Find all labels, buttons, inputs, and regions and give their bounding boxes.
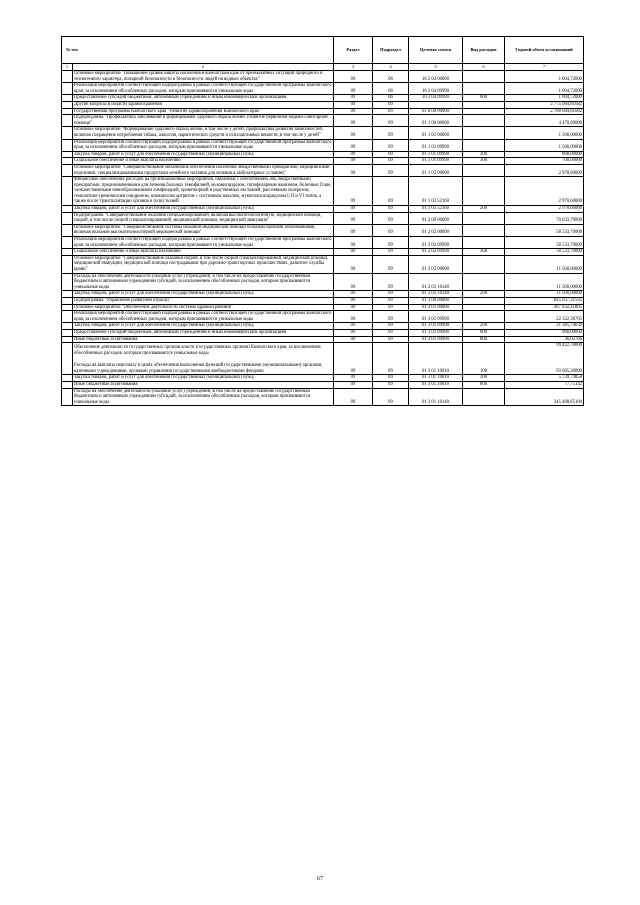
row-expense-type (463, 108, 505, 115)
column-number: 3 (334, 64, 373, 71)
row-amount: 36,62766 (505, 336, 584, 343)
row-amount-value: 99 422,70000 (556, 343, 583, 349)
row-name (73, 164, 334, 176)
row-number (62, 381, 73, 388)
row-expense-type: 300 (463, 249, 505, 256)
row-amount: 58 533,70000 (505, 249, 584, 256)
row-article: 01 3 01 10010 (409, 375, 463, 382)
table-row (62, 127, 584, 139)
row-article: 01 3 01 09990 (409, 323, 463, 330)
row-article: 01 2 00 00000 (409, 212, 463, 224)
table-row (62, 101, 584, 108)
row-expense-type (463, 311, 505, 323)
row-expense-type: 600 (463, 329, 505, 336)
row-name (73, 101, 334, 108)
row-number (62, 297, 73, 304)
row-section: 09 (334, 224, 373, 236)
row-number (62, 95, 73, 102)
row-subsection: 09 (373, 329, 409, 336)
row-name (73, 343, 334, 375)
row-name (73, 151, 334, 158)
row-name (73, 255, 334, 273)
column-numbers-row (62, 64, 584, 71)
header-num: № п/п (62, 37, 334, 64)
row-expense-type (463, 71, 505, 83)
row-section: 09 (334, 127, 373, 139)
row-number (62, 164, 73, 176)
row-subsection: 09 (373, 237, 409, 249)
row-subsection: 06 (373, 95, 409, 102)
table-row (62, 158, 584, 165)
table-row (62, 323, 584, 330)
header-subsection: Подраздел (373, 37, 409, 64)
row-name (73, 323, 334, 330)
table-row (62, 255, 584, 273)
row-article: 01 3 01 10010 (409, 343, 463, 375)
row-name-text: Подпрограмма "Управление развитием отрасли" (74, 297, 171, 303)
row-section: 09 (334, 311, 373, 323)
row-article: 16 2 04 00000 (409, 71, 463, 83)
row-expense-type-value (464, 343, 503, 349)
row-section: 09 (334, 237, 373, 249)
row-subsection: 09 (373, 224, 409, 236)
row-expense-type: 200 (463, 375, 505, 382)
row-amount: 2 780 084,81682 (505, 108, 584, 115)
row-subsection: 09 (373, 164, 409, 176)
row-name-text: Основное мероприятие "Повышение уровня защиты населения в Камчатском крае от чрезвычайных ситуаций природного и техногенного характера, пожарной безопасности и безопасности людей на водных объектах" (74, 71, 323, 82)
row-expense-type: 200 (463, 323, 505, 330)
table-row (62, 343, 584, 375)
row-article: 01 3 01 09990 (409, 329, 463, 336)
row-amount: 58 533,70000 (505, 224, 584, 236)
row-name-text: Иные бюджетные ассигнования (74, 336, 138, 342)
row-section: 09 (334, 297, 373, 304)
row-name-text: Обеспечение деятельности государственных органов власти (государственных органов) Камчатского края, за исключением обособленных расходов, которым присваиваются уникальные коды (74, 344, 321, 356)
row-amount: 2 970,60000 (505, 164, 584, 176)
row-section: 09 (334, 343, 373, 375)
row-number (62, 71, 73, 83)
table-row (62, 304, 584, 311)
row-subsection: 09 (373, 343, 409, 375)
row-expense-type (463, 297, 505, 304)
row-section: 09 (334, 273, 373, 291)
row-subsection: 09 (373, 255, 409, 273)
row-name-text: Реализация мероприятий соответствующей подпрограммы в рамках соответствующей государственной программы Камчатского края, за исключением обособленных расходов, которым присваиваются уникальные коды (74, 311, 332, 322)
row-name-text: Социальное обеспечение и иные выплаты населению (74, 158, 181, 164)
row-section: 09 (334, 249, 373, 256)
row-subsection: 09 (373, 375, 409, 382)
row-number (62, 323, 73, 330)
row-expense-type (463, 127, 505, 139)
row-expense-type (463, 237, 505, 249)
row-number (62, 249, 73, 256)
row-article: 01 2 03 10140 (409, 291, 463, 298)
row-section: 09 (334, 71, 373, 83)
row-amount: 1 004,72000 (505, 83, 584, 95)
row-amount: 1 004,72000 (505, 71, 584, 83)
table-row (62, 336, 584, 343)
row-section: 09 (334, 95, 373, 102)
row-section: 09 (334, 151, 373, 158)
table-row (62, 381, 584, 388)
table-row (62, 237, 584, 249)
row-name-text: Предоставление субсидий бюджетным, автономным учреждениям и иным некоммерческим организациям (74, 95, 287, 101)
row-subsection: 09 (373, 336, 409, 343)
row-amount: 1 500,00000 (505, 127, 584, 139)
row-name (73, 249, 334, 256)
row-article: 01 1 00 00000 (409, 115, 463, 127)
row-number (62, 343, 73, 375)
table-row (62, 291, 584, 298)
row-section: 09 (334, 83, 373, 95)
row-number (62, 151, 73, 158)
row-section: 09 (334, 212, 373, 224)
row-name-text: Расходы на обеспечение деятельности (оказание услуг) учреждений, в том числе на предоставление государственным бюджетным и автономным учреждениям субсидий, за исключением обособленных расходов, которым присваиваются уникальные коды (74, 273, 311, 290)
row-number (62, 336, 73, 343)
row-subsection: 06 (373, 83, 409, 95)
row-name-text: Реализация мероприятий соответствующей подпрограммы в рамках соответствующей государственной программы Камчатского края, за исключением обособленных расходов, которым присваиваются уникальные коды (74, 83, 332, 94)
row-subsection: 09 (373, 304, 409, 311)
row-name-text: Основное мероприятие "Совершенствование механизмов обеспечения населения лекарственными препаратами, медицинскими изделиями, специализированными продуктами лечебного питания для лечения в амбулаторных условиях" (74, 164, 330, 176)
row-name (73, 336, 334, 343)
row-amount (505, 343, 584, 375)
row-name (73, 115, 334, 127)
row-name-text: Финансовое обеспечение расходов на организационные мероприятия, связанные с обеспечением лиц лекарственными препаратами, предназначенными для лечения больных гемофилией, муковисцидозом, гипофизарным нанизмом, болезнью Гоше, злокачественными новообразованиями лимфоидной, кроветворной и родственных им тканей, рассеянным склерозом, гемолитико-уремическим синдромом, юношеским артритом с системным началом, мукополисахаридозом I, II и VI типов, а также после трансплантации органов и (или) тканей (74, 177, 332, 205)
row-article: 01 3 01 10010 (409, 381, 463, 388)
budget-allocation-table (61, 36, 584, 406)
row-amount: 5 739,74858 (505, 375, 584, 382)
row-amount: 800,00000 (505, 151, 584, 158)
row-article: 16 2 04 09990 (409, 83, 463, 95)
row-expense-type (463, 273, 505, 291)
row-section: 09 (334, 139, 373, 151)
row-amount: 467 832,41805 (505, 304, 584, 311)
row-name (73, 177, 334, 206)
row-expense-type: 800 (463, 336, 505, 343)
header-article: Целевая статья (409, 37, 463, 64)
row-name-text: Расходы на выплаты персоналу в целях обеспечения выполнения функций государственными (муниципальными) органами, казенными учреждениями, органами управления государственными внебюджетными фондами (74, 363, 323, 374)
page-number: 67 (317, 876, 323, 882)
table-row (62, 115, 584, 127)
row-name (73, 329, 334, 336)
row-expense-type (463, 224, 505, 236)
row-number (62, 273, 73, 291)
row-expense-type (463, 388, 505, 406)
table-row (62, 311, 584, 323)
column-number: 1 (62, 64, 73, 71)
row-name (73, 381, 334, 388)
row-subsection: 09 (373, 388, 409, 406)
row-expense-type (463, 304, 505, 311)
row-number (62, 255, 73, 273)
table-row (62, 139, 584, 151)
row-number (62, 83, 73, 95)
row-name-text: Основное мероприятие "Совершенствование оказания скорой, в том числе скорой специализированной, медицинской помощи, медицинской эвакуации, медицинской помощи пострадавшим при дорожно-транспортных происшествиях, развитие службы крови" (74, 255, 329, 272)
row-article: 01 1 01 09990 (409, 151, 463, 158)
row-article: 01 3 01 10140 (409, 388, 463, 406)
row-article: 01 2 02 00000 (409, 224, 463, 236)
row-name-text: Расходы на обеспечение деятельности (оказание услуг) учреждений, в том числе на предоставление государственным бюджетным и автономным учреждениям субсидий, за исключением обособленных расходов, которым присваиваются уникальные коды (74, 388, 311, 405)
row-name (73, 95, 334, 102)
row-number (62, 291, 73, 298)
row-article: 01 2 03 00000 (409, 255, 463, 273)
row-section: 09 (334, 304, 373, 311)
row-name-text: Иные бюджетные ассигнования (74, 381, 138, 387)
row-expense-type (463, 139, 505, 151)
row-amount: 345 488,85100 (505, 388, 584, 406)
row-number (62, 139, 73, 151)
row-article: 16 2 04 09990 (409, 95, 463, 102)
row-section: 09 (334, 291, 373, 298)
row-subsection: 06 (373, 71, 409, 83)
row-article: 01 1 03 00000 (409, 164, 463, 176)
row-number (62, 375, 73, 382)
row-name (73, 311, 334, 323)
row-expense-type-value: 100 (480, 368, 488, 374)
row-section: 09 (334, 206, 373, 213)
table-row (62, 273, 584, 291)
row-name-text: Социальное обеспечение и иные выплаты населению (74, 249, 181, 255)
row-subsection: 09 (373, 158, 409, 165)
table-row (62, 164, 584, 176)
row-number (62, 206, 73, 213)
row-amount-value: 93 605,20000 (556, 368, 583, 374)
row-expense-type: 300 (463, 158, 505, 165)
header-volume: Годовой объем ассигнований (505, 37, 584, 64)
row-name (73, 212, 334, 224)
header-expense-type: Вид расходов (463, 37, 505, 64)
row-article: 01 0 00 00000 (409, 108, 463, 115)
table-row (62, 71, 584, 83)
column-number: 7 (505, 64, 584, 71)
row-amount: 11 500,00000 (505, 291, 584, 298)
table-header (62, 37, 584, 71)
row-name (73, 127, 334, 139)
row-name-text: Предоставление субсидий бюджетным, автономным учреждениям и иным некоммерческим организациям (74, 329, 287, 335)
row-subsection: 09 (373, 297, 409, 304)
row-expense-type (463, 115, 505, 127)
row-number (62, 127, 73, 139)
table-body (62, 71, 584, 406)
row-subsection: 09 (373, 323, 409, 330)
row-expense-type (463, 83, 505, 95)
table-row (62, 375, 584, 382)
row-name (73, 291, 334, 298)
row-section: 09 (334, 375, 373, 382)
row-name-text: Основное мероприятие "Формирование здорового образа жизни, в том числе у детей, профилактика развития зависимостей, включая сокращение потребления табака, алкоголя, наркотических средств и психоактивных веществ, в том числе у детей" (74, 127, 323, 138)
row-name (73, 304, 334, 311)
row-subsection: 09 (373, 177, 409, 206)
row-section: 09 (334, 115, 373, 127)
table-row (62, 212, 584, 224)
row-name-text: Подпрограмма "Совершенствование оказания специализированной, включая высокотехнологичную, медицинской помощи, скорой, в том числе скорой специализированной, медицинской помощи, медицинской эвакуации" (74, 212, 322, 224)
table-row (62, 224, 584, 236)
row-subsection: 09 (373, 206, 409, 213)
row-article: 01 3 01 09990 (409, 311, 463, 323)
row-number (62, 158, 73, 165)
row-expense-type (463, 164, 505, 176)
row-name-text: Закупка товаров, работ и услуг для обеспечения государственных (муниципальных) нужд (74, 291, 254, 297)
row-section: 09 (334, 381, 373, 388)
row-section: 09 (334, 158, 373, 165)
row-expense-type (463, 177, 505, 206)
row-subsection: 09 (373, 381, 409, 388)
row-expense-type (463, 212, 505, 224)
row-amount: 1 004,72000 (505, 95, 584, 102)
row-subsection: 09 (373, 108, 409, 115)
row-subsection: 09 (373, 101, 409, 108)
row-name-text: Закупка товаров, работ и услуг для обеспечения государственных (муниципальных) нужд (74, 323, 254, 329)
row-amount: 21 385,74039 (505, 323, 584, 330)
row-section: 09 (334, 101, 373, 108)
column-number: 6 (463, 64, 505, 71)
row-article: 01 1 03 52160 (409, 206, 463, 213)
row-number (62, 311, 73, 323)
row-name (73, 139, 334, 151)
table-row (62, 83, 584, 95)
table-row (62, 95, 584, 102)
row-number (62, 115, 73, 127)
row-name (73, 224, 334, 236)
row-section: 09 (334, 108, 373, 115)
row-expense-type: 200 (463, 206, 505, 213)
table-row (62, 297, 584, 304)
table-row (62, 177, 584, 206)
row-section: 09 (334, 177, 373, 206)
row-expense-type: 600 (463, 95, 505, 102)
row-section: 09 (334, 323, 373, 330)
row-name (73, 206, 334, 213)
row-number (62, 212, 73, 224)
row-name (73, 108, 334, 115)
row-name-text: Подпрограмма "Профилактика заболеваний и формирование здорового образа жизни. Развитие первичной медико-санитарной помощи" (74, 115, 328, 126)
row-amount: 11 500,00000 (505, 255, 584, 273)
table-row (62, 108, 584, 115)
row-article: 01 3 01 09990 (409, 336, 463, 343)
row-article: 01 2 03 10140 (409, 273, 463, 291)
row-amount: 11 500,00000 (505, 273, 584, 291)
row-amount: 77,75142 (505, 381, 584, 388)
row-section: 09 (334, 255, 373, 273)
row-name (73, 388, 334, 406)
row-amount: 900,00000 (505, 329, 584, 336)
row-subsection: 09 (373, 273, 409, 291)
row-article: 01 1 01 09990 (409, 139, 463, 151)
row-expense-type (463, 343, 505, 375)
row-subsection: 09 (373, 291, 409, 298)
table-row (62, 329, 584, 336)
row-name-text: Реализация мероприятий соответствующей подпрограммы в рамках соответствующей государственной программы Камчатского края, за исключением обособленных расходов, которым присваиваются уникальные коды (74, 139, 332, 151)
row-name-text: Закупка товаров, работ и услуг для обеспечения государственных (муниципальных) нужд (74, 151, 254, 157)
row-expense-type: 800 (463, 381, 505, 388)
row-expense-type: 200 (463, 151, 505, 158)
header-section: Раздел (334, 37, 373, 64)
column-number: 2 (73, 64, 334, 71)
row-name (73, 273, 334, 291)
row-amount: 70 033,70000 (505, 212, 584, 224)
row-amount: 58 533,70000 (505, 237, 584, 249)
table-row (62, 249, 584, 256)
row-expense-type (463, 101, 505, 108)
row-name (73, 375, 334, 382)
row-section: 09 (334, 388, 373, 406)
row-number (62, 224, 73, 236)
row-subsection: 09 (373, 249, 409, 256)
column-number: 4 (373, 64, 409, 71)
row-subsection: 09 (373, 115, 409, 127)
row-amount: 4 470,60000 (505, 115, 584, 127)
row-subsection: 09 (373, 151, 409, 158)
row-section: 09 (334, 329, 373, 336)
row-subsection: 09 (373, 311, 409, 323)
row-number (62, 101, 73, 108)
row-amount: 1 500,00000 (505, 139, 584, 151)
row-article: 01 1 03 52160 (409, 177, 463, 206)
row-subsection: 09 (373, 127, 409, 139)
row-article: 01 2 02 09990 (409, 249, 463, 256)
row-number (62, 177, 73, 206)
row-name (73, 158, 334, 165)
row-name (73, 83, 334, 95)
row-amount: 2 775 084,81682 (505, 101, 584, 108)
row-amount: 2 970,60000 (505, 206, 584, 213)
row-article: 01 1 01 00000 (409, 127, 463, 139)
table-row (62, 388, 584, 406)
table-row (62, 206, 584, 213)
row-amount: 845 037,31595 (505, 297, 584, 304)
row-name-text: Основное мероприятие "Совершенствование системы оказания медицинской помощи больным прочими заболеваниями, включая оказание высокотехнологичной медицинской помощи" (74, 224, 316, 236)
row-amount: 2 970,60000 (505, 177, 584, 206)
row-name-text: Реализация мероприятий соответствующей подпрограммы в рамках соответствующей государственной программы Камчатского края, за исключением обособленных расходов, которым присваиваются уникальные коды (74, 237, 332, 248)
row-article: 01 2 02 09990 (409, 237, 463, 249)
row-subsection: 09 (373, 212, 409, 224)
row-amount: 700,00000 (505, 158, 584, 165)
row-name (73, 297, 334, 304)
row-name-text: Другие вопросы в области здравоохранения (74, 101, 162, 107)
row-number (62, 237, 73, 249)
row-article (409, 101, 463, 108)
row-number (62, 329, 73, 336)
row-number (62, 108, 73, 115)
row-name-text: Основное мероприятие "Обеспечение деятельности системы здравоохранения" (74, 304, 233, 310)
row-section: 09 (334, 336, 373, 343)
row-subsection: 09 (373, 139, 409, 151)
row-article: 01 3 01 00000 (409, 304, 463, 311)
row-name-text: Государственная программа Камчатского края "Развитие здравоохранения Камчатского края" (74, 108, 261, 114)
row-expense-type (463, 255, 505, 273)
row-amount: 22 322,36705 (505, 311, 584, 323)
row-expense-type: 200 (463, 291, 505, 298)
column-number: 5 (409, 64, 463, 71)
row-number (62, 388, 73, 406)
row-name (73, 237, 334, 249)
row-number (62, 304, 73, 311)
row-article: 01 3 00 00000 (409, 297, 463, 304)
row-name-text: Закупка товаров, работ и услуг для обеспечения государственных (муниципальных) нужд (74, 375, 254, 381)
table-row (62, 151, 584, 158)
row-name-text: Закупка товаров, работ и услуг для обеспечения государственных (муниципальных) нужд (74, 206, 254, 212)
row-section: 09 (334, 164, 373, 176)
row-article: 01 1 01 09990 (409, 158, 463, 165)
row-name (73, 71, 334, 83)
